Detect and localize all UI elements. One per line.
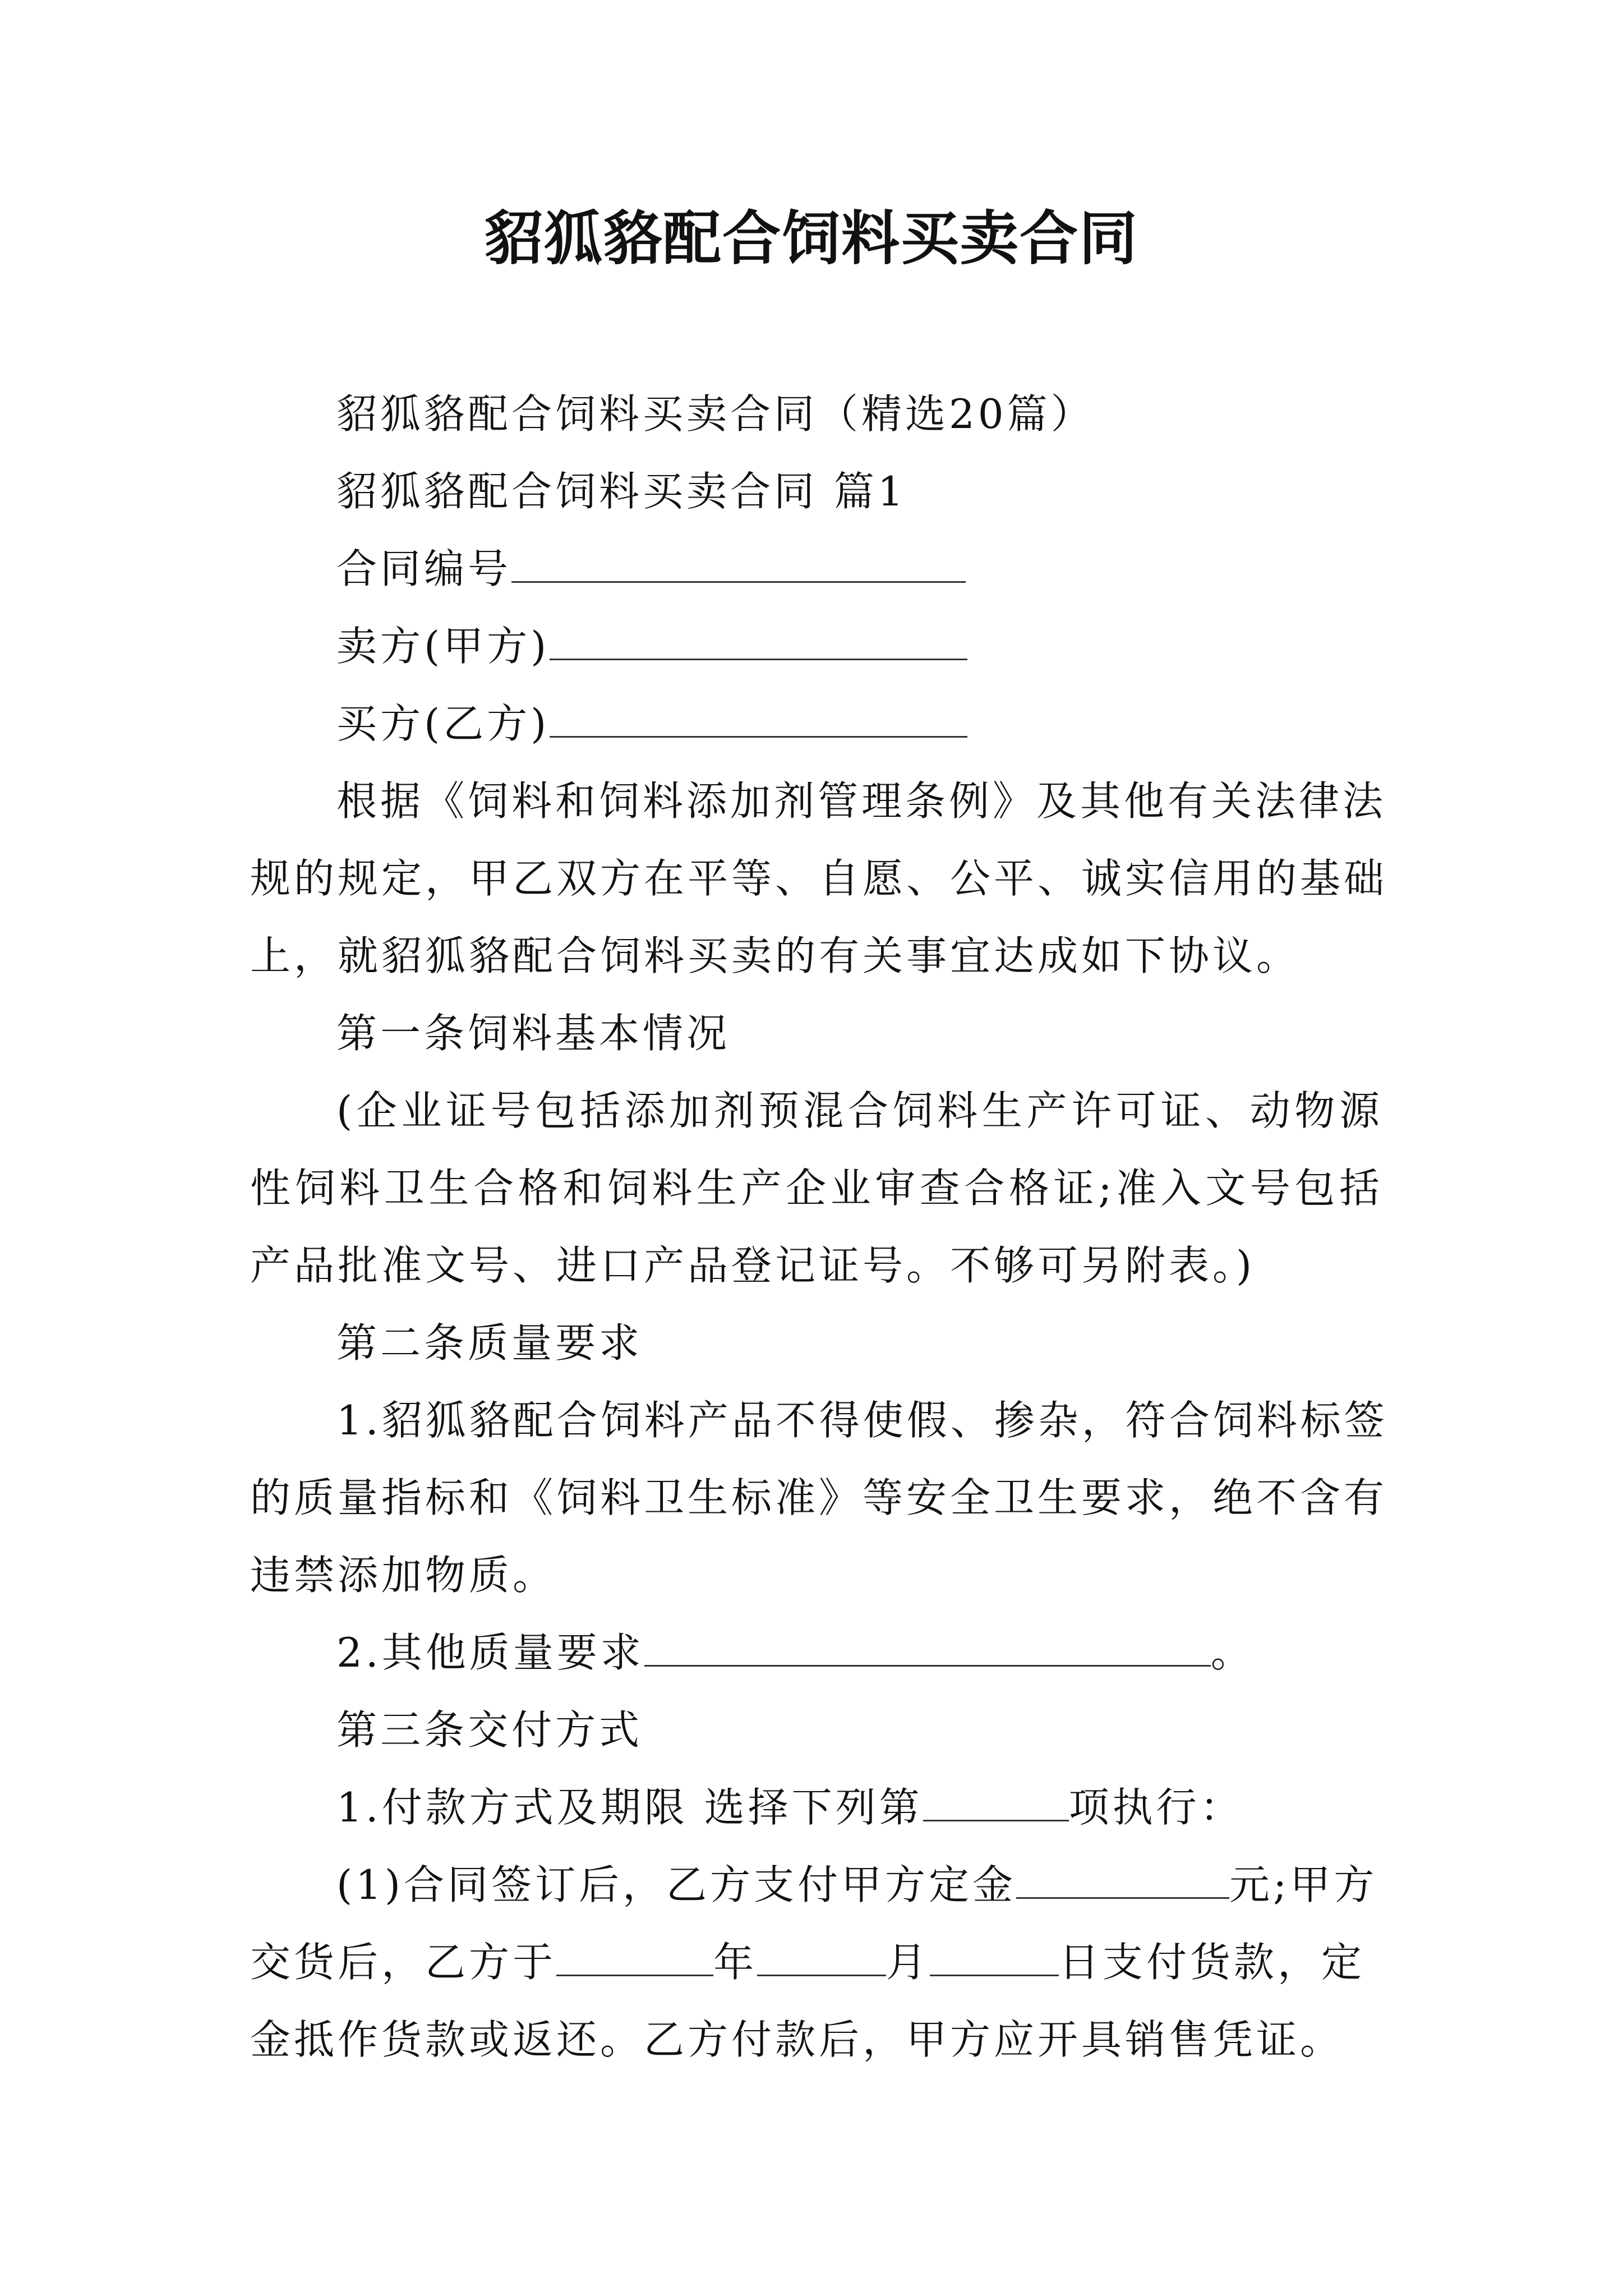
other-quality-blank <box>644 1626 1211 1667</box>
paragraph-line: 规的规定，甲乙双方在平等、自愿、公平、诚实信用的基础 <box>250 855 1388 902</box>
month-blank <box>757 1935 886 1976</box>
payment-date-line: 交货后，乙方于 年 月 日支付货款，定 <box>250 1934 1383 1990</box>
document-title: 貂狐貉配合饲料买卖合同 <box>484 204 1138 273</box>
article-heading: 第二条质量要求 <box>336 1319 643 1366</box>
subtitle-line: 貂狐貉配合饲料买卖合同（精选20篇） <box>336 390 1095 438</box>
seller-line: 卖方(甲方) <box>336 618 1383 674</box>
paragraph-line: 1.貂狐貉配合饲料产品不得使假、掺杂，符合饲料标签 <box>336 1397 1388 1444</box>
seller-blank <box>550 619 967 660</box>
payment-method-line: 1.付款方式及期限 选择下列第 项执行： <box>336 1779 1383 1835</box>
contract-number-line: 合同编号 <box>336 541 1383 597</box>
option-number-blank <box>923 1780 1069 1821</box>
paragraph-line: 金抵作货款或返还。乙方付款后，甲方应开具销售凭证。 <box>250 2016 1344 2063</box>
paragraph-line: 根据《饲料和饲料添加剂管理条例》及其他有关法律法 <box>336 777 1387 825</box>
paragraph-line: 上，就貂狐貉配合饲料买卖的有关事宜达成如下协议。 <box>250 932 1301 979</box>
deposit-line: (1)合同签订后，乙方支付甲方定金 元;甲方 <box>336 1857 1383 1913</box>
paragraph-line: 的质量指标和《饲料卫生标准》等安全卫生要求，绝不含有 <box>250 1474 1388 1521</box>
other-quality-line: 2.其他质量要求 。 <box>336 1625 1383 1681</box>
buyer-blank <box>550 697 967 738</box>
paragraph-line: 违禁添加物质。 <box>250 1552 557 1599</box>
chapter-heading: 貂狐貉配合饲料买卖合同 篇1 <box>336 468 907 515</box>
day-blank <box>930 1935 1059 1976</box>
year-blank <box>556 1935 713 1976</box>
deposit-amount-blank <box>1016 1858 1229 1899</box>
paragraph-line: (企业证号包括添加剂预混合饲料生产许可证、动物源 <box>336 1087 1383 1134</box>
buyer-line: 买方(乙方) <box>336 696 1383 752</box>
article-heading: 第一条饲料基本情况 <box>336 1010 731 1057</box>
paragraph-line: 性饲料卫生合格和饲料生产企业审查合格证;准入文号包括 <box>250 1165 1383 1212</box>
paragraph-line: 产品批准文号、进口产品登记证号。不够可另附表。) <box>250 1242 1256 1289</box>
article-heading: 第三条交付方式 <box>336 1706 643 1754</box>
contract-number-blank <box>511 542 966 583</box>
